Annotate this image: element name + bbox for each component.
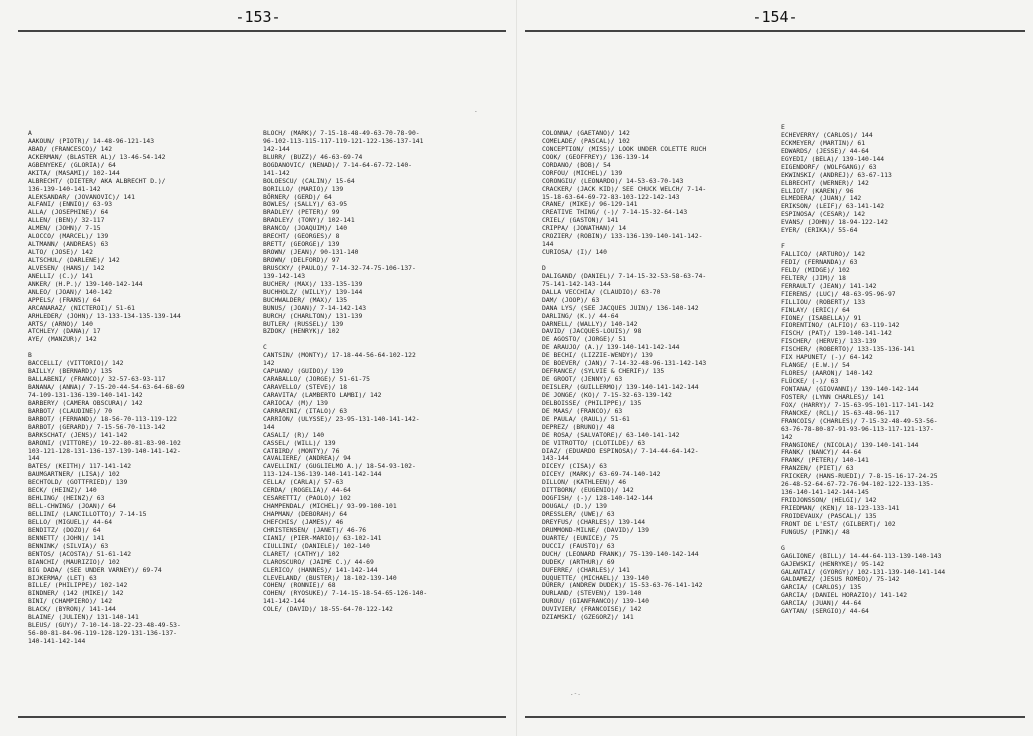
index-entry: CURIOSA/ (I)/ 140 xyxy=(542,249,607,257)
index-entry: DIAZ/ (EDUARDO ESPINOSA)/ 7-14-44-64-142- xyxy=(542,447,699,455)
index-entry: CORONGIU/ (LEONARDO)/ 14-53-63-70-143 xyxy=(542,177,684,185)
index-entry: 63-76-78-80-87-91-93-96-113-117-121-137- xyxy=(781,425,934,433)
index-entry: DITTBORN/ (EUGENIO)/ 142 xyxy=(542,487,634,495)
index-entry: DELBOISSE/ (PHILIPPE)/ 135 xyxy=(542,399,642,407)
section-letter: B xyxy=(28,352,32,360)
index-entry: ALBRECHT/ (DIETER/ AKA ALBRECHT D.)/ xyxy=(28,177,166,185)
index-entry: 26-48-52-64-67-72-76-94-102-122-133-135- xyxy=(781,481,934,489)
header-rule xyxy=(525,30,1025,32)
index-entry: 75-141-142-143-144 xyxy=(542,280,611,288)
section-letter: D xyxy=(542,264,546,272)
index-entry: DE JONGE/ (KO)/ 7-15-32-63-139-142 xyxy=(542,391,672,399)
index-entry: FISCHER/ (HERVE)/ 133-139 xyxy=(781,338,877,346)
index-entry: CONCEPTION/ (MISS)/ LOOK UNDER COLETTE RUCH xyxy=(542,145,707,153)
index-column-2 xyxy=(781,124,1013,616)
index-entry: ARCANARAZ/ (NICTEROI)/ 51-61 xyxy=(28,304,135,312)
index-entry: CASALI/ (R)/ 140 xyxy=(263,431,325,439)
index-entry: DAM/ (JOOP)/ 63 xyxy=(542,296,600,304)
section-letter: G xyxy=(781,544,785,552)
scan-mark: .-. xyxy=(570,690,581,697)
index-entry: FELD/ (MIDGE)/ 102 xyxy=(781,266,850,274)
index-entry: BALLABENI/ (FRANCO)/ 32-57-63-93-117 xyxy=(28,376,166,384)
index-entry: FONTANA/ (GIOVANNI)/ 139-140-142-144 xyxy=(781,385,919,393)
index-entry: BELLINI/ (LANCILLOTTO)/ 7-14-15 xyxy=(28,511,147,518)
index-entry: EVANS/ (JOHN)/ 18-94-122-142 xyxy=(781,219,888,227)
index-entry xyxy=(542,257,782,265)
index-entry: CHRISTENSEN/ (JANET)/ 46-76 xyxy=(263,526,367,534)
index-entry: BENNINK/ (SILVIA)/ 63 xyxy=(28,542,109,550)
index-entry: BOGDANOVIC/ (NENAD)/ 7-14-64-67-72-140- xyxy=(263,161,412,169)
index-entry: CARABALLO/ (JORGE)/ 51-61-75 xyxy=(263,376,370,384)
index-entry: BUNUS/ (JOAN)/ 7-14-142-143 xyxy=(263,304,367,312)
index-entry: BÖRNER/ (GERD)/ 64 xyxy=(263,193,332,201)
index-entry: CRIEL/ (GASTON)/ 141 xyxy=(542,217,619,225)
index-entry: 56-80-81-84-96-119-128-129-131-136-137- xyxy=(28,630,177,638)
index-entry xyxy=(781,235,1013,243)
page-153 xyxy=(0,0,516,736)
index-entry: DUFERRE/ (CHARLES)/ 141 xyxy=(542,566,630,574)
index-entry: ELLIOT/ (KAREN)/ 96 xyxy=(781,187,854,195)
index-entry: AKITA/ (MASAMI)/ 102-144 xyxy=(28,169,120,177)
index-entry: CHAMPENDAL/ (MICHEL)/ 93-99-100-101 xyxy=(263,503,397,511)
index-entry: DE ROSA/ (SALVATORE)/ 63-140-141-142 xyxy=(542,431,680,439)
index-entry: BUCHWALDER/ (MAX)/ 135 xyxy=(263,296,348,304)
index-entry: ALMEN/ (JOHN)/ 7-15 xyxy=(28,225,101,233)
index-entry: BRANCO/ (JOAQUIM)/ 140 xyxy=(263,225,348,233)
index-entry: CRANE/ (MIKE)/ 96-129-141 xyxy=(542,201,638,209)
index-entry: 142-144 xyxy=(263,145,290,153)
index-entry: BRETT/ (GEORGE)/ 139 xyxy=(263,241,340,249)
index-entry: DUROU/ (GIANFRANCO)/ 139-140 xyxy=(542,598,649,606)
index-entry: CLEVELAND/ (BUSTER)/ 18-102-139-140 xyxy=(263,574,397,582)
index-entry: ALOCCO/ (MARCEL)/ 139 xyxy=(28,233,109,241)
index-entry: BIANCHI/ (MAURIZIO)/ 102 xyxy=(28,558,120,566)
index-entry: CAVELLINI/ (GUGLIELMO A.)/ 18-54-93-102- xyxy=(263,463,416,471)
index-entry: BRADLEY/ (PETER)/ 99 xyxy=(263,209,340,217)
index-entry: AGBENYEKE/ (GLORIA)/ 64 xyxy=(28,161,116,169)
index-entry: GARCIA/ (CARLOS)/ 135 xyxy=(781,584,862,592)
index-entry: CLAROSCURO/ (JAIME C.)/ 44-69 xyxy=(263,558,374,566)
index-entry: CASSEL/ (WILL)/ 139 xyxy=(263,439,336,447)
index-entry: CARAVELLO/ (STEVE)/ 18 xyxy=(263,384,348,391)
index-entry: APPELS/ (FRANS)/ 64 xyxy=(28,296,101,304)
index-entry: FRONT DE L'EST/ (GILBERT)/ 102 xyxy=(781,520,896,528)
index-entry: 74-109-131-136-139-140-141-142 xyxy=(28,391,143,399)
header-rule xyxy=(18,30,506,32)
index-entry: BUCHER/ (MAX)/ 133-135-139 xyxy=(263,280,363,288)
index-entry: 144 xyxy=(28,455,40,463)
index-entry: BENDITZ/ (DOZO)/ 64 xyxy=(28,526,101,534)
index-entry: FRANGIONE/ (NICOLA)/ 139-140-141-144 xyxy=(781,441,919,449)
index-entry: DUCCI/ (FAUSTO)/ 63 xyxy=(542,542,615,550)
index-entry: 140-141-142-144 xyxy=(28,638,86,645)
index-entry: DEFRANCE/ (SYLVIE & CHERIF)/ 135 xyxy=(542,368,665,376)
index-entry: DE ARAUJO/ (A.)/ 139-140-141-142-144 xyxy=(542,344,680,352)
index-entry: ELBRECHT/ (WERNER)/ 142 xyxy=(781,179,869,187)
index-entry: ANKER/ (H.P.)/ 139-140-142-144 xyxy=(28,280,143,288)
index-entry: BARONI/ (VITTORE)/ 19-22-80-81-83-90-102 xyxy=(28,439,181,447)
index-entry: ECKMEYER/ (MARTIN)/ 61 xyxy=(781,139,866,147)
index-entry: CORDANO/ (BOB)/ 54 xyxy=(542,161,611,169)
index-entry: GAJEWSKI/ (HENRYKE)/ 95-142 xyxy=(781,560,885,568)
index-entry: CIULLINI/ (DANIELE)/ 102-140 xyxy=(263,542,370,550)
index-entry: ALLEN/ (BEN)/ 32-117 xyxy=(28,217,105,225)
index-entry: CATBIRD/ (MONTY)/ 76 xyxy=(263,447,340,455)
index-entry: BLACK/ (BYRON)/ 141-144 xyxy=(28,606,116,614)
index-entry: CARRION/ (ULYSSE)/ 23-95-131-140-141-142- xyxy=(263,415,420,423)
index-entry: BIG DADA/ (SEE UNDER VARNEY)/ 69-74 xyxy=(28,566,162,574)
index-entry: FIERENS/ (LUC)/ 48-63-95-96-97 xyxy=(781,290,896,298)
index-entry: FILLIOU/ (ROBERT)/ 133 xyxy=(781,298,866,306)
index-entry: 141-142-144 xyxy=(263,598,306,606)
index-column-2 xyxy=(263,130,478,690)
index-entry: ATCHLEY/ (DANA)/ 17 xyxy=(28,328,101,336)
index-entry: FIX HAPUNET/ (-)/ 64-142 xyxy=(781,354,873,362)
index-entry: ACKERMAN/ (BLASTER AL)/ 13-46-54-142 xyxy=(28,153,166,161)
index-entry: BECHTOLD/ (GOTTFRIED)/ 139 xyxy=(28,479,128,487)
index-entry: DUCH/ (LEONARD FRANK)/ 75-139-140-142-144 xyxy=(542,550,699,558)
index-entry: COLE/ (DAVID)/ 18-55-64-70-122-142 xyxy=(263,606,393,614)
index-entry: FISCHER/ (ROBERTO)/ 133-135-136-141 xyxy=(781,346,915,354)
index-entry: FINLAY/ (ERIC)/ 64 xyxy=(781,306,850,314)
index-entry: ESPINOSA/ (CESAR)/ 142 xyxy=(781,211,866,219)
index-entry: DE GROOT/ (JENNY)/ 63 xyxy=(542,376,623,384)
index-entry: DE PAULA/ (RAUL)/ 51-61 xyxy=(542,415,630,423)
index-entry: DEISLER/ (GUILLERMO)/ 139-140-141-142-144 xyxy=(542,384,699,391)
page-154 xyxy=(517,0,1033,736)
index-entry: AYE/ (MANZUR)/ 142 xyxy=(28,336,97,344)
scan-mark: - xyxy=(474,108,478,115)
page-number: -153- xyxy=(235,8,281,26)
index-entry: BATES/ (KEITH)/ 117-141-142 xyxy=(28,463,132,471)
index-entry: CLERICO/ (HANNES)/ 141-142-144 xyxy=(263,566,378,574)
index-entry: ERIKSON/ (LEIF)/ 63-141-142 xyxy=(781,203,885,211)
index-entry: FRANCOIS/ (CHARLES)/ 7-15-32-48-49-53-56- xyxy=(781,417,938,425)
index-entry: BACCELLI/ (VITTORIO)/ 142 xyxy=(28,360,124,368)
index-entry: 144 xyxy=(263,423,275,431)
index-entry: 144 xyxy=(542,241,554,249)
index-entry: BINI/ (CHAMPIERO)/ 142 xyxy=(28,598,113,606)
index-entry: BLEUS/ (GUY)/ 7-10-14-18-22-23-48-49-53- xyxy=(28,622,181,630)
index-entry: DAVID/ (JACQUES-LOUIS)/ 98 xyxy=(542,328,642,336)
index-entry: BUTLER/ (RUSSEL)/ 139 xyxy=(263,320,344,328)
index-entry: BELL-CHWING/ (JOAN)/ 64 xyxy=(28,503,116,511)
index-entry: CRACKER/ (JACK KID)/ SEE CHUCK WELCH/ 7-14- xyxy=(542,185,707,193)
index-entry: CARRARINI/ (ITALO)/ 63 xyxy=(263,407,348,415)
index-entry: COHEN/ (RYOSUKE)/ 7-14-15-18-54-65-126-140- xyxy=(263,590,428,598)
index-entry: GARCIA/ (JUAN)/ 44-64 xyxy=(781,600,862,608)
index-entry: CANTSIN/ (MONTY)/ 17-18-44-56-64-102-122 xyxy=(263,352,416,360)
index-entry: BZDOK/ (HENRYK)/ 102 xyxy=(263,328,340,336)
index-entry: 142 xyxy=(781,433,793,441)
index-entry: EKWINSKI/ (ANDREJ)/ 63-67-113 xyxy=(781,171,892,179)
index-entry: COOK/ (GEOFFREY)/ 136-139-14 xyxy=(542,153,649,161)
index-entry: DREYFUS/ (CHARLES)/ 139-144 xyxy=(542,518,646,526)
index-entry: ABAD/ (FRANCESCO)/ 142 xyxy=(28,145,113,153)
index-entry: BOWLES/ (SALLY)/ 63-95 xyxy=(263,201,348,209)
index-entry: CORFOU/ (MICHEL)/ 139 xyxy=(542,169,623,177)
index-entry: BAUMGARTNER/ (LISA)/ 102 xyxy=(28,471,120,479)
index-entry: DE BOEVER/ (JAN)/ 7-14-32-48-96-131-142-143 xyxy=(542,360,707,368)
index-entry: DUQUETTE/ (MICHAEL)/ 139-140 xyxy=(542,574,649,582)
index-entry xyxy=(781,537,1013,545)
index-entry: ALTSCHUL/ (DARLENE)/ 142 xyxy=(28,257,120,264)
index-entry: CREATIVE THING/ (-)/ 7-14-15-32-64-143 xyxy=(542,209,688,217)
index-entry: DANA LYS/ (SEE JACQUES JUIN)/ 136-140-142 xyxy=(542,304,699,312)
index-entry: COMELADE/ (PASCAL)/ 102 xyxy=(542,137,630,145)
index-entry: CRIPPA/ (JONATHAN)/ 14 xyxy=(542,225,627,233)
index-entry: CLARET/ (CATHY)/ 102 xyxy=(263,550,340,558)
index-entry: BARBERY/ (CAMERA OBSCURA)/ 142 xyxy=(28,399,143,407)
index-entry: ANLEO/ (JOAN)/ 140-142 xyxy=(28,288,113,296)
index-entry: BECK/ (HEINZ)/ 140 xyxy=(28,487,97,495)
index-entry: 143-144 xyxy=(542,455,569,463)
index-entry: GALANTAI/ (GYORGY)/ 102-131-139-140-141-144 xyxy=(781,568,946,576)
section-letter: E xyxy=(781,124,785,131)
index-entry: FALLICO/ (ARTURO)/ 142 xyxy=(781,251,866,258)
index-entry: BLURR/ (BUZZ)/ 46-63-69-74 xyxy=(263,153,363,161)
index-entry: EGYEDI/ (BELA)/ 139-140-144 xyxy=(781,155,885,163)
index-entry: FRANK/ (NANCY)/ 44-64 xyxy=(781,449,862,457)
index-entry: FISCH/ (PAT)/ 139-140-141-142 xyxy=(781,330,892,338)
index-entry: FOSTER/ (LYNN CHARLES)/ 141 xyxy=(781,393,885,401)
index-entry: GAGLIONE/ (BILL)/ 14-44-64-113-139-140-143 xyxy=(781,552,942,560)
index-entry: FELTER/ (JIM)/ 18 xyxy=(781,274,846,282)
index-entry: FRANCKE/ (RCL)/ 15-63-48-96-117 xyxy=(781,409,900,417)
index-entry: DE BECHI/ (LIZZIE-WENDY)/ 139 xyxy=(542,352,653,360)
index-entry: ALFANI/ (ENNIO)/ 63-93 xyxy=(28,201,113,209)
footer-rule xyxy=(18,716,506,718)
index-entry: DOGFISH/ (-)/ 128-140-142-144 xyxy=(542,495,653,503)
index-entry: ALEKSANDAR/ (JOVANOVIC)/ 141 xyxy=(28,193,135,201)
index-entry: DE VITROTTO/ (CLOTILDE)/ 63 xyxy=(542,439,646,447)
index-entry: FLANGE/ (E.W.)/ 54 xyxy=(781,362,850,370)
index-entry: DÜRER/ (ANDREW DUDEK)/ 15-53-63-76-141-142 xyxy=(542,582,703,590)
index-entry: CARAVITA/ (LAMBERTO LAMBI)/ 142 xyxy=(263,391,382,399)
index-entry: DZIAMSKI/ (GZEGORZ)/ 141 xyxy=(542,614,634,622)
index-entry: DICEY/ (CISA)/ 63 xyxy=(542,463,607,471)
index-entry: 139-142-143 xyxy=(263,272,306,280)
index-entry: 142 xyxy=(263,360,275,368)
index-entry xyxy=(28,344,243,352)
index-entry: FROIDEVAUX/ (PASCAL)/ 135 xyxy=(781,512,877,520)
index-entry: ARTS/ (ARNO)/ 140 xyxy=(28,320,93,328)
index-entry: EYER/ (ERIKA)/ 55-64 xyxy=(781,227,858,235)
index-entry: DUARTE/ (EUNICE)/ 75 xyxy=(542,534,619,542)
index-entry: CHEFCHIS/ (JAMES)/ 46 xyxy=(263,518,344,526)
index-entry: FRIDJONSSON/ (HELGI)/ 142 xyxy=(781,497,877,505)
index-entry: FLÜCKE/ (-)/ 63 xyxy=(781,378,839,385)
index-entry: FIORENTINO/ (ALFIO)/ 63-119-142 xyxy=(781,322,900,330)
index-entry: DARLING/ (K.)/ 44-64 xyxy=(542,312,619,320)
index-entry: 96-102-113-115-117-119-121-122-136-137-141 xyxy=(263,137,424,145)
index-entry: BARBOT/ (FERNAND)/ 18-56-70-113-119-122 xyxy=(28,415,177,423)
index-entry: GALDAMEZ/ (JESUS ROMEO)/ 75-142 xyxy=(781,576,900,584)
index-entry: BARBOT/ (CLAUDINE)/ 70 xyxy=(28,407,113,415)
index-entry: DARNELL/ (WALLY)/ 140-142 xyxy=(542,320,638,328)
index-entry: DEPREZ/ (BRUNO)/ 48 xyxy=(542,423,615,431)
index-entry: CELLA/ (CARLA)/ 57-63 xyxy=(263,479,344,487)
index-entry: CAPUANO/ (GUIDO)/ 139 xyxy=(263,368,344,376)
index-entry: 136-140-141-142-144-145 xyxy=(781,489,869,497)
footer-rule xyxy=(525,716,1025,718)
index-entry: BRECHT/ (GEORGES)/ 8 xyxy=(263,233,340,241)
index-entry: BURCH/ (CHARLTON)/ 131-139 xyxy=(263,312,363,320)
index-entry: EIGENDORF/ (WOLFGANG)/ 63 xyxy=(781,163,877,171)
index-entry: AAKOUN/ (PIOTR)/ 14-48-96-121-143 xyxy=(28,137,155,145)
index-entry: DRESSLER/ (UWE)/ 63 xyxy=(542,511,615,518)
index-entry: 136-139-140-141-142 xyxy=(28,185,101,193)
index-entry: ANELLI/ (C.)/ 141 xyxy=(28,272,93,280)
index-entry: FIONE/ (ISABELLA)/ 91 xyxy=(781,314,862,322)
index-entry: FUNGUS/ (PINK)/ 48 xyxy=(781,528,850,536)
index-entry: BARBOT/ (GERARD)/ 7-15-56-70-113-142 xyxy=(28,423,166,431)
index-entry: BRUSCKY/ (PAULO)/ 7-14-32-74-75-106-137- xyxy=(263,264,416,272)
index-entry: BROWN/ (JEAN)/ 90-131-140 xyxy=(263,249,359,257)
index-entry: DILLON/ (KATHLEEN)/ 46 xyxy=(542,479,627,487)
index-entry: CAVALIERE/ (ANDREA)/ 94 xyxy=(263,455,351,463)
index-entry: CIANI/ (PIER-MARIO)/ 63-102-141 xyxy=(263,534,382,542)
section-letter: A xyxy=(28,130,32,137)
index-entry: DALLA VECCHIA/ (CLAUDIO)/ 63-70 xyxy=(542,288,661,296)
index-entry: DALIGAND/ (DANIEL)/ 7-14-15-32-53-58-63-74- xyxy=(542,272,707,280)
index-entry: FRANZEN/ (PIET)/ 63 xyxy=(781,465,854,473)
index-entry: BENTOS/ (ACOSTA)/ 51-61-142 xyxy=(28,550,132,558)
index-entry: GAYTAN/ (SERGIO)/ 44-64 xyxy=(781,608,869,616)
index-entry: BOLOESCU/ (CALIN)/ 15-64 xyxy=(263,177,355,185)
index-entry: EDWARDS/ (JESSE)/ 44-64 xyxy=(781,147,869,155)
index-entry: BUCHHOLZ/ (WILLY)/ 139-144 xyxy=(263,288,363,296)
index-entry: ELMEDERA/ (JUAN)/ 142 xyxy=(781,195,862,203)
index-entry: GARCIA/ (DANIEL HORAZIO)/ 141-142 xyxy=(781,592,908,600)
page-number: -154- xyxy=(752,8,798,26)
index-entry: CHAPMAN/ (DEBORAH)/ 64 xyxy=(263,511,348,518)
index-entry: BLAINE/ (JULIEN)/ 131-140-141 xyxy=(28,614,139,622)
index-entry: DE AGOSTO/ (JORGE)/ 51 xyxy=(542,336,627,344)
index-entry xyxy=(263,336,478,344)
index-entry: ARHLEDER/ (JOHN)/ 13-133-134-135-139-144 xyxy=(28,312,181,320)
index-entry: BINDNER/ (142 (MIKE)/ 142 xyxy=(28,590,124,598)
section-letter: F xyxy=(781,243,785,251)
section-letter: C xyxy=(263,344,267,352)
index-entry: ECHEVERRY/ (CARLOS)/ 144 xyxy=(781,131,873,139)
index-entry: DRUMMOND-MILNE/ (DAVID)/ 139 xyxy=(542,526,649,534)
index-entry: FERRAULT/ (JEAN)/ 141-142 xyxy=(781,282,877,290)
index-entry: BAILLY/ (BERNARD)/ 135 xyxy=(28,368,113,376)
index-entry: BENNETT/ (JOHN)/ 141 xyxy=(28,534,105,542)
index-entry: BRADLEY/ (TONY)/ 102-141 xyxy=(263,217,355,225)
index-entry: 113-124-136-139-140-141-142-144 xyxy=(263,471,382,479)
index-entry: DURLAND/ (STEVEN)/ 139-140 xyxy=(542,590,642,598)
index-entry: BELLO/ (MIGUEL)/ 44-64 xyxy=(28,518,113,526)
index-entry: ALTMANN/ (ANDREAS) 63 xyxy=(28,241,109,249)
index-entry: BLOCH/ (MARK)/ 7-15-18-48-49-63-70-78-90- xyxy=(263,130,420,137)
index-entry: BANANA/ (ANNA)/ 7-15-20-44-54-63-64-68-69 xyxy=(28,384,185,391)
index-entry: CERDA/ (ROGELIA)/ 44-64 xyxy=(263,487,351,495)
index-entry: DUDEK/ (ARTHUR)/ 69 xyxy=(542,558,615,566)
index-column-1 xyxy=(28,130,243,690)
index-entry: BIJKERMA/ (LET) 63 xyxy=(28,574,97,582)
index-entry: DOUGAL/ (D.)/ 139 xyxy=(542,503,607,511)
index-entry: DE MAAS/ (FRANCO)/ 63 xyxy=(542,407,623,415)
index-entry: DICEY/ (MARK)/ 63-69-74-140-142 xyxy=(542,471,661,479)
index-entry: ALVESEN/ (HANS)/ 142 xyxy=(28,264,105,272)
index-entry: 15-18-63-64-69-72-83-103-122-142-143 xyxy=(542,193,680,201)
index-entry: 141-142 xyxy=(263,169,290,177)
index-column-1 xyxy=(542,130,782,650)
index-entry: CESARETTI/ (PAOLO)/ 102 xyxy=(263,495,351,503)
index-entry: FRIEDMAN/ (KEN)/ 18-123-133-141 xyxy=(781,505,900,512)
index-entry: CROZIER/ (ROBIN)/ 133-136-139-140-141-142- xyxy=(542,233,703,241)
index-entry: FRANK/ (PETER)/ 140-141 xyxy=(781,457,869,465)
index-entry: FEDI/ (FERNANDA)/ 63 xyxy=(781,258,858,266)
index-entry: DUVIVIER/ (FRANCOISE)/ 142 xyxy=(542,606,642,614)
index-entry: COHEN/ (RONNIE)/ 68 xyxy=(263,582,336,590)
index-entry: BORILLO/ (MARIO)/ 139 xyxy=(263,185,344,193)
index-entry: ALLA/ (JOSEPHINE)/ 64 xyxy=(28,209,109,217)
index-entry: CARIOCA/ (M)/ 139 xyxy=(263,399,328,407)
index-entry: 103-121-128-131-136-137-139-140-141-142- xyxy=(28,447,181,455)
index-entry: COLONNA/ (GAETANO)/ 142 xyxy=(542,130,630,137)
index-entry: FOX/ (HARRY)/ 7-15-63-95-101-117-141-142 xyxy=(781,401,934,409)
index-entry: BILLE/ (PHILIPPE)/ 102-142 xyxy=(28,582,128,590)
index-entry: FLORES/ (AARON)/ 140-142 xyxy=(781,370,873,378)
index-entry: BARKSCHAT/ (JENS)/ 141-142 xyxy=(28,431,128,439)
index-entry: BROWN/ (DELFORD)/ 97 xyxy=(263,257,340,264)
index-entry: ALTO/ (JOSE)/ 142 xyxy=(28,249,93,257)
index-entry: BEHLING/ (HEINZ)/ 63 xyxy=(28,495,105,503)
index-entry: FRICKER/ (HANS-RUEDI)/ 7-8-15-16-17-24-25 xyxy=(781,473,938,481)
